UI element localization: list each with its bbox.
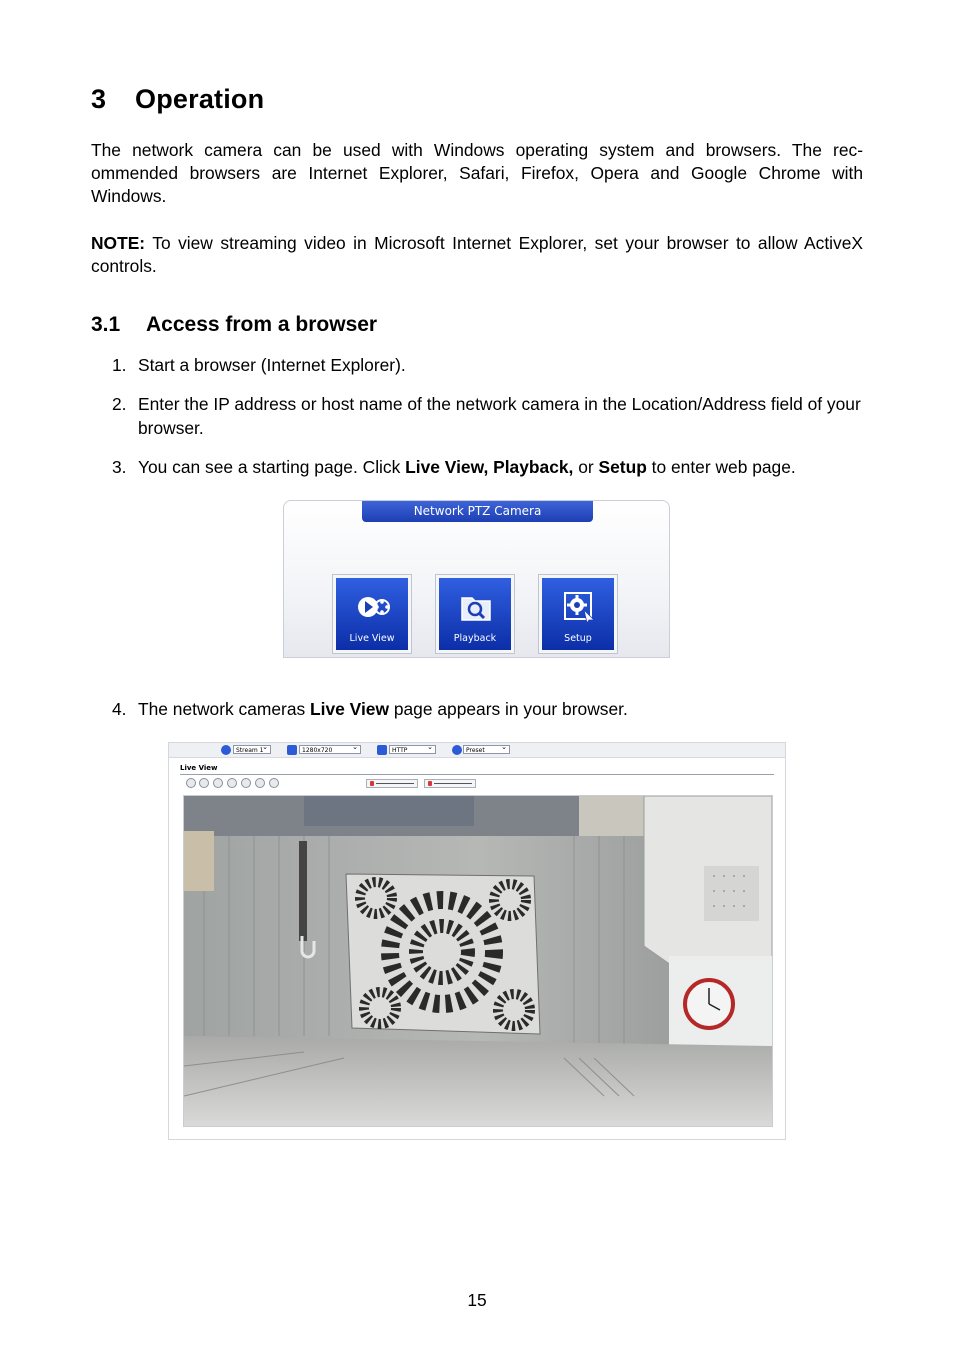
subsection-heading bbox=[91, 313, 377, 337]
page-number: 15 bbox=[467, 1290, 487, 1310]
tile-label: Live View bbox=[349, 633, 395, 644]
microphone-volume-slider[interactable] bbox=[424, 779, 476, 788]
fullscreen-button[interactable] bbox=[241, 778, 251, 788]
preset-select[interactable]: Preset ⌄ bbox=[463, 745, 510, 754]
tile-label: Setup bbox=[564, 633, 592, 644]
playback-tile[interactable] bbox=[435, 574, 515, 654]
list-item-text: Start a browser (Internet Explorer). bbox=[138, 355, 406, 375]
tile-face bbox=[542, 578, 614, 650]
live-view-figure bbox=[168, 742, 786, 1140]
tile-label: Playback bbox=[453, 633, 497, 644]
video-stream bbox=[183, 795, 773, 1127]
note-paragraph bbox=[91, 232, 863, 278]
list-item bbox=[112, 697, 863, 721]
folder-search-icon bbox=[459, 590, 493, 624]
divider bbox=[180, 774, 774, 775]
section-number: 3 bbox=[91, 84, 107, 114]
live-view-title: Live View bbox=[180, 764, 218, 772]
text-run: to enter web page. bbox=[646, 457, 796, 477]
stop-button[interactable] bbox=[199, 778, 209, 788]
speaker-volume-slider[interactable] bbox=[366, 779, 418, 788]
list-item bbox=[112, 392, 863, 440]
list-item-number: 3. bbox=[112, 457, 127, 477]
bold-run: Setup bbox=[598, 457, 647, 477]
start-page-figure bbox=[283, 500, 670, 658]
snapshot-button[interactable] bbox=[186, 778, 196, 788]
record-button[interactable] bbox=[213, 778, 223, 788]
intro-paragraph: The network camera can be used with Windows operating system and browsers. The rec-ommended browsers are Internet Explorer, Safari, Firefox, Opera and Google Chrome with Windows. bbox=[91, 140, 863, 206]
settings-button[interactable] bbox=[269, 778, 279, 788]
note-label: NOTE: bbox=[91, 233, 146, 253]
tile-face bbox=[336, 578, 408, 650]
list-item bbox=[112, 455, 863, 479]
play-film-icon bbox=[356, 590, 390, 624]
list-item-number: 4. bbox=[112, 699, 127, 719]
list-item-number: 2. bbox=[112, 394, 127, 414]
list-item bbox=[112, 353, 863, 377]
list-item-text bbox=[138, 697, 863, 721]
section-title: Operation bbox=[135, 84, 265, 114]
audio-button[interactable] bbox=[255, 778, 265, 788]
bold-run: Live View bbox=[310, 699, 389, 719]
subsection-title: Access from a browser bbox=[146, 313, 378, 336]
section-heading bbox=[91, 84, 264, 115]
list-item-text: Enter the IP address or host name of the network camera in the Location/Address field of your browser. bbox=[138, 394, 861, 438]
bold-run: Live View, Playback, bbox=[405, 457, 574, 477]
protocol-select[interactable]: HTTP ⌄ bbox=[389, 745, 436, 754]
list-item-text bbox=[138, 455, 863, 479]
gear-cursor-icon bbox=[562, 590, 596, 624]
text-run: You can see a starting page. Click bbox=[138, 457, 406, 477]
zoom-button[interactable] bbox=[227, 778, 237, 788]
subsection-number: 3.1 bbox=[91, 313, 121, 336]
text-run: The network cameras bbox=[138, 699, 311, 719]
live-view-tile[interactable] bbox=[332, 574, 412, 654]
note-text: To view streaming video in Microsoft Internet Explorer, set your browser to allow ActiveX controls. bbox=[91, 233, 863, 276]
text-run: or bbox=[573, 457, 599, 477]
live-view-toolbar bbox=[169, 743, 785, 758]
tile-face bbox=[439, 578, 511, 650]
network-icon bbox=[377, 745, 387, 755]
text-run: page appears in your browser. bbox=[389, 699, 628, 719]
monitor-icon bbox=[287, 745, 297, 755]
setup-tile[interactable] bbox=[538, 574, 618, 654]
resolution-select[interactable]: 1280x720 ⌄ bbox=[299, 745, 361, 754]
preset-icon bbox=[452, 745, 462, 755]
stream-select[interactable]: Stream 1 ⌄ bbox=[233, 745, 271, 754]
camera-scene-image bbox=[184, 796, 772, 1126]
start-page-title: Network PTZ Camera bbox=[362, 501, 593, 522]
stream-icon bbox=[221, 745, 231, 755]
list-item-number: 1. bbox=[112, 355, 127, 375]
